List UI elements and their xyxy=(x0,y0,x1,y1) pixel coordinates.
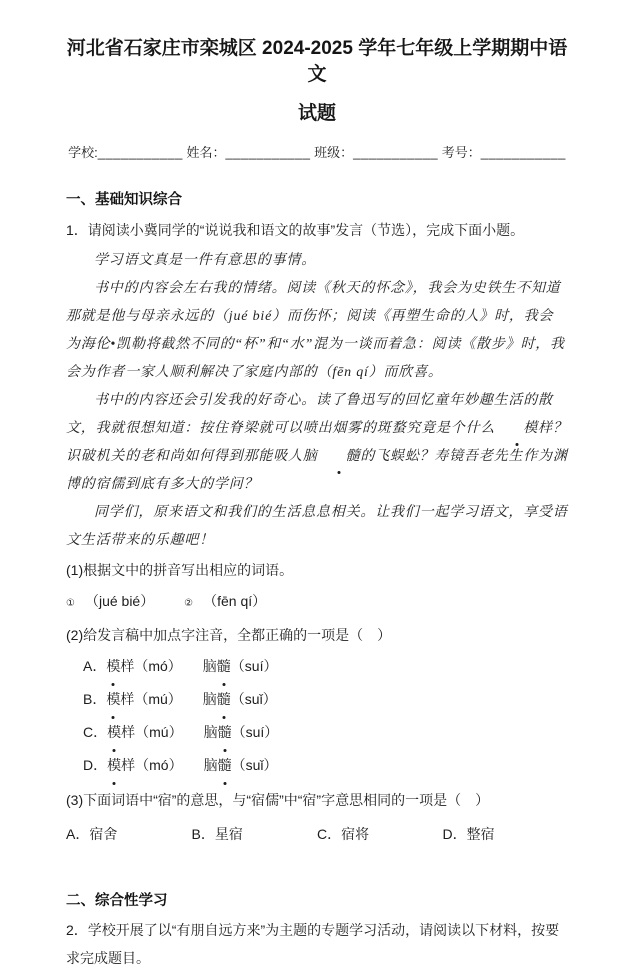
section-2-heading: 二、综合性学习 xyxy=(66,893,168,909)
passage-paragraph-1: 学习语文真是一件有意思的事情。 xyxy=(94,253,316,268)
question-1-intro: 1．请阅读小冀同学的“说说我和语文的故事”发言（节选），完成下面小题。 xyxy=(66,222,525,238)
pinyin-item-2: （fēn qí） xyxy=(203,593,267,609)
option-c: C．模样（mú） 脑髓（suí） xyxy=(66,716,568,749)
student-info-line xyxy=(66,143,568,163)
option-b: B．模样（mú） 脑髓（suǐ） xyxy=(66,683,568,716)
page-title xyxy=(66,36,568,127)
reading-passage xyxy=(66,247,568,555)
exam-number-label: 考号： xyxy=(441,145,481,160)
option-a: A．模样（mó） 脑髓（suí） xyxy=(66,650,568,683)
option-a: A．宿舍 xyxy=(66,826,118,842)
class-label: 班级： xyxy=(314,145,354,160)
name-blank: ___________ xyxy=(225,145,311,160)
class-blank: ___________ xyxy=(353,145,439,160)
question-1-2-text: (2)给发言稿中加点字注音，全都正确的一项是（ ） xyxy=(66,627,392,643)
question-1-3-text: (3)下面词语中“宿”的意思，与“宿儒”中“宿”字意思相同的一项是（ ） xyxy=(66,792,490,808)
section-1-heading: 一、基础知识综合 xyxy=(66,192,182,208)
exam-number-blank: ___________ xyxy=(480,145,566,160)
page-title-line2: 试题 xyxy=(297,103,336,124)
question-1-3-options xyxy=(66,818,568,850)
option-d: D．模样（mó） 脑髓（suǐ） xyxy=(66,749,568,782)
pinyin-item-1: （jué bié） xyxy=(84,593,155,609)
option-b: B．星宿 xyxy=(191,826,243,842)
option-c: C．宿将 xyxy=(317,826,370,842)
passage-paragraph-2: 书中的内容会左右我的情绪。阅读《秋天的怀念》，我会为史铁生不知道那就是他与母亲永远的（jué bié）而伤怀；阅读《再塑生命的人》时，我会为海伦•凯勒将截然不同的“杯”和“水”混为一谈而着急：阅读《散步》时，我会为作者一家人顺利解决了家庭内部的（fēn qí）而欣喜。 xyxy=(66,281,565,380)
pinyin-item-2-number: ② xyxy=(184,598,194,609)
option-d: D．整宿 xyxy=(442,826,495,842)
school-blank: ___________ xyxy=(97,145,183,160)
name-label: 姓名： xyxy=(186,145,226,160)
class-field xyxy=(314,143,438,163)
name-field xyxy=(186,143,310,163)
passage-paragraph-3: 书中的内容还会引发我的好奇心。读了鲁迅写的回忆童年妙趣生活的散文，我就很想知道：按住脊梁就可以喷出烟雾的斑蝥究竟是个什么 模样？识破机关的老和尚如何得到那能吸人脑 髓的飞蜈蚣？寿镜吾老先生作为渊博的宿儒到底有多大的学问？ xyxy=(66,393,568,492)
passage-paragraph-4: 同学们，原来语文和我们的生活息息相关。让我们一起学习语文，享受语文生活带来的乐趣吧！ xyxy=(66,505,568,548)
question-1-2-options xyxy=(66,650,568,782)
question-2-text: 2．学校开展了以“有朋自远方来”为主题的专题学习活动，请阅读以下材料，按要求完成题目。 xyxy=(66,922,560,966)
school-label: 学校: xyxy=(68,145,98,160)
school-field xyxy=(68,143,183,163)
question-1-1-answer-line xyxy=(66,585,568,620)
question-1-1-text: (1)根据文中的拼音写出相应的词语。 xyxy=(66,562,294,578)
exam-number-field xyxy=(442,143,566,163)
page-title-line1: 河北省石家庄市栾城区 2024-2025 学年七年级上学期期中语文 xyxy=(66,38,568,85)
pinyin-item-1-number: ① xyxy=(66,598,75,609)
